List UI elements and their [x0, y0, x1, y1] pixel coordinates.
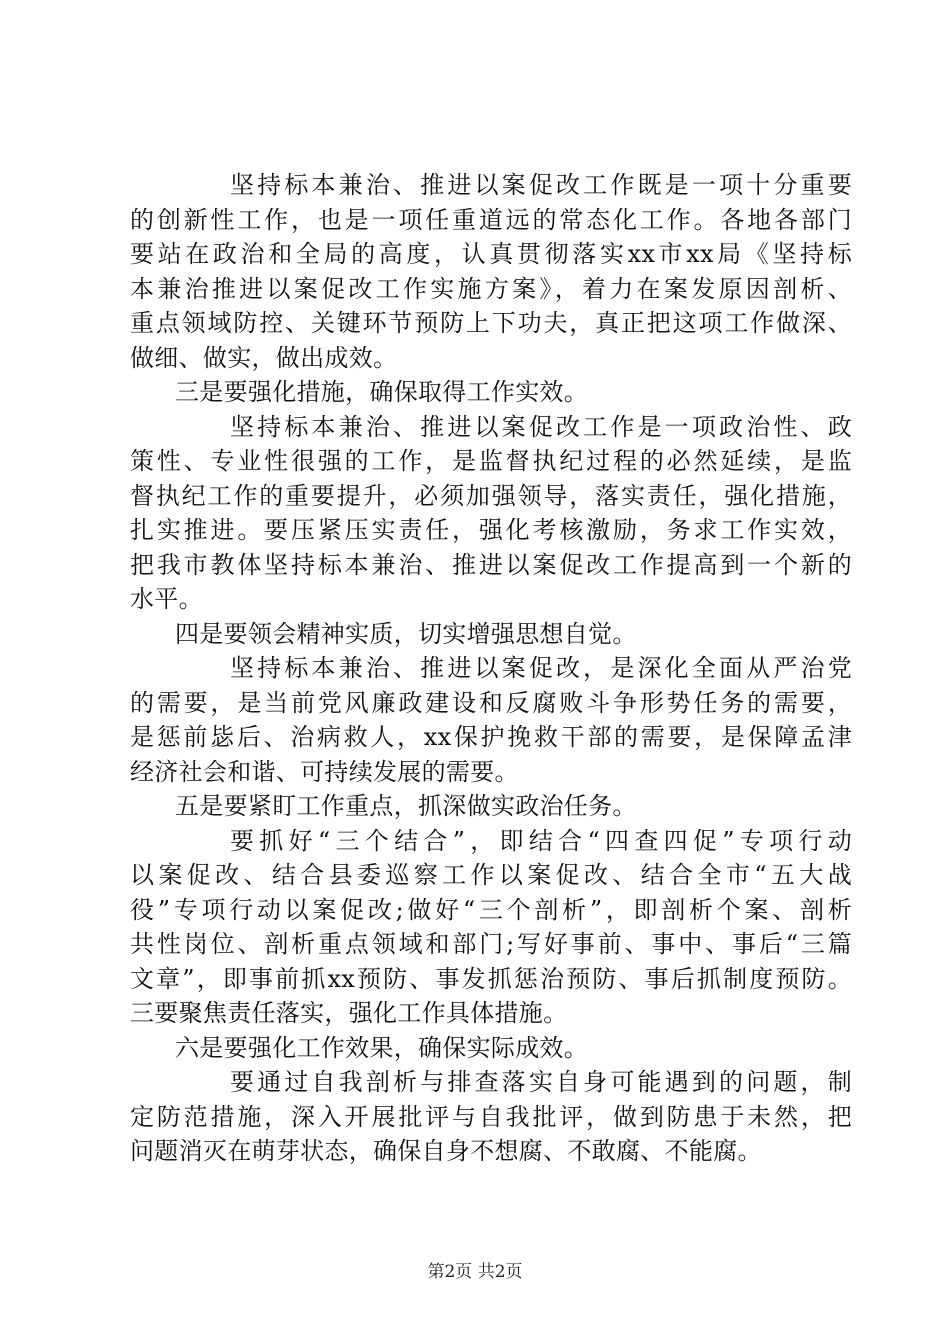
paragraph-line: 共性岗位、剖析重点领域和部门;写好事前、事中、事后“三篇 [130, 930, 852, 958]
paragraph-line: 三要聚焦责任落实，强化工作具体措施。 [130, 999, 568, 1027]
paragraph-line: 策性、专业性很强的工作，是监督执纪过程的必然延续，是监 [130, 447, 852, 475]
paragraph-line: 定防范措施，深入开展批评与自我批评，做到防患于未然，把 [130, 1102, 852, 1131]
paragraph-line: 坚持标本兼治、推进以案促改工作既是一项十分重要 [230, 171, 852, 199]
section-heading: 四是要领会精神实质，切实增强思想自觉。 [175, 619, 637, 648]
paragraph-line: 以案促改、结合县委巡察工作以案促改、结合全市“五大战 [130, 861, 852, 889]
paragraph-line: 把我市教体坚持标本兼治、推进以案促改工作提高到一个新的 [130, 550, 852, 579]
page-number-footer: 第2页 共2页 [427, 1262, 523, 1282]
paragraph-line: 本兼治推进以案促改工作实施方案》，着力在案发原因剖析、 [130, 274, 852, 303]
paragraph-line: 是惩前毖后、治病救人，xx保护挽救干部的需要，是保障孟津 [130, 723, 852, 751]
paragraph-line: 扎实推进。要压紧压实责任，强化考核激励，务求工作实效， [130, 516, 852, 544]
document-body [130, 168, 852, 1169]
section-heading: 五是要紧盯工作重点，抓深做实政治任务。 [175, 792, 637, 820]
paragraph-line: 坚持标本兼治、推进以案促改，是深化全面从严治党 [230, 654, 852, 682]
paragraph-line: 文章”，即事前抓xx预防、事发抓惩治预防、事后抓制度预防。 [130, 964, 852, 993]
paragraph-line: 督执纪工作的重要提升，必须加强领导，落实责任，强化措施， [130, 481, 852, 510]
paragraph-line: 要站在政治和全局的高度，认真贯彻落实xx市xx局《坚持标 [130, 240, 852, 268]
paragraph-line: 水平。 [130, 585, 203, 613]
paragraph-line: 要抓好“三个结合”，即结合“四查四促”专项行动 [230, 826, 852, 855]
paragraph-line: 役”专项行动以案促改;做好“三个剖析”，即剖析个案、剖析 [130, 895, 852, 924]
section-heading: 三是要强化措施，确保取得工作实效。 [175, 378, 589, 406]
paragraph-line: 要通过自我剖析与排查落实自身可能遇到的问题，制 [230, 1068, 852, 1096]
section-heading: 六是要强化工作效果，确保实际成效。 [175, 1033, 589, 1062]
paragraph-line: 经济社会和谐、可持续发展的需要。 [130, 757, 519, 786]
paragraph-line: 的需要，是当前党风廉政建设和反腐败斗争形势任务的需要， [130, 688, 852, 717]
paragraph-line: 重点领域防控、关键环节预防上下功夫，真正把这项工作做深、 [130, 309, 852, 337]
paragraph-line: 的创新性工作，也是一项任重道远的常态化工作。各地各部门 [130, 205, 852, 234]
paragraph-line: 问题消灭在萌芽状态，确保自身不想腐、不敢腐、不能腐。 [130, 1137, 762, 1165]
paragraph-line: 坚持标本兼治、推进以案促改工作是一项政治性、政 [230, 412, 852, 441]
paragraph-line: 做细、做实，做出成效。 [130, 343, 398, 372]
